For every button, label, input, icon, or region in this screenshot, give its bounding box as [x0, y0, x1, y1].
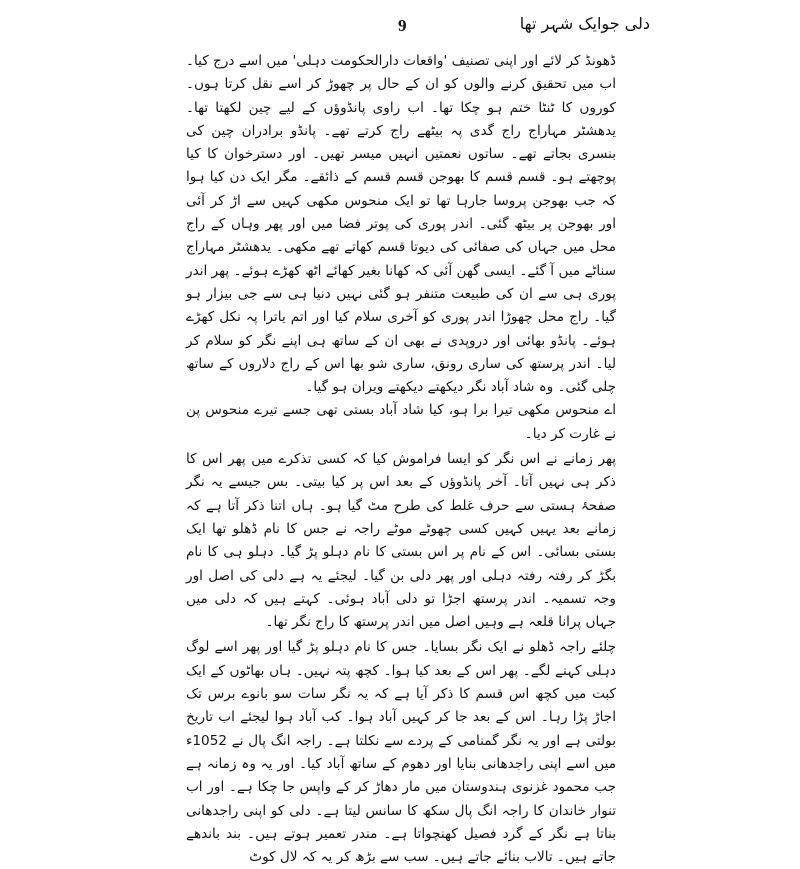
- running-head: دلی جوایک شہر تھا: [519, 14, 650, 33]
- body-text: [186, 50, 616, 869]
- paragraph: چلئے راجہ ڈھلو نے ایک نگر بسایا۔ جس کا نام دہلو پڑ گیا اور پھر اسے لوگ دہلی کہنے لگے۔ پھر اس کے بعد کیا ہوا۔ کچھ پتہ نہیں۔ ہاں بھاٹوں کے ایک کبت میں کچھ اس قسم کا ذکر آیا ہے کہ یہ نگر سات سو بانوے برس تک اجاڑ پڑا رہا۔ اس کے بعد جا کر کہیں آباد ہوا۔ کب آباد ہوا لیجئے اب تاریخ بولتی ہے اور یہ نگر گمنامی کے پردے سے نکلتا ہے۔ راجہ انگ پال نے 1052ء میں اسے اپنی راجدھانی بنایا اور دھوم کے ساتھ آباد کیا۔ اور یہ وہ زمانہ ہے جب محمود غزنوی ہندوستان میں مار دھاڑ کر کے واپس جا چکا ہے۔ اور اب تنوار خاندان کا راجہ انگ پال سکھ کا سانس لیتا ہے۔ دلی کو اپنی راجدھانی بناتا ہے نگر کے گرد فصیل کھنچواتا ہے۔ مندر تعمیر ہوتے ہیں۔ بند باندھے جاتے ہیں۔ تالاب بنائے جاتے ہیں۔ سب سے بڑھ کر یہ کہ لال کوٹ: [186, 639, 616, 866]
- page-header: [150, 14, 650, 44]
- paragraph: ڈھونڈ کر لائے اور اپنی تصنیف 'واقعات دارالحکومت دہلی' میں اسے درج کیا۔ اب میں تحقیق کرنے والوں کو ان کے حال پر چھوڑ کر اسے نقل کرتا ہوں۔ کوروں کا ٹنٹا ختم ہو چکا تھا۔ اب راوی پانڈوؤں کے لیے چین لکھتا تھا۔ یدھشٹر مہاراج راج گدی پہ بیٹھے راج کرتے تھے۔ پانڈو برادران چین کی بنسری بجاتے تھے۔ ساتوں نعمتیں انہیں میسر تھیں۔ اور دسترخوان کا کیا پوچھتے ہو۔ قسم قسم کا بھوجن قسم قسم کے ذائقے۔ مگر ایک دن کیا ہوا کہ جب بھوجن پروسا جارہا تھا تو ایک منحوس مکھی کہیں سے اڑ کر آئی اور بھوجن پر بیٹھ گئی۔ اندر پوری کی پوتر فضا میں اور پھر وہاں کے راج محل میں جہاں کی صفائی کی دیوتا قسم کھاتے تھے مکھی۔ یدھشٹر مہاراج سناٹے میں آ گئے۔ ایسی گھن آئی کہ کھانا بغیر کھائے اٹھ کھڑے ہوئے۔ پھر اندر پوری ہی سے ان کی طبیعت متنفر ہو گئی نہیں دنیا ہی سے جی بیزار ہو گیا۔ راج محل چھوڑا اندر پوری کو آخری سلام کیا اور اتم یاترا پہ نکل کھڑے ہوئے۔ پانڈو بھائی اور دروپدی نے بھی ان کے ساتھ ہی اپنے نگر کو سلام کر لیا۔ اندر پرستھ کی ساری رونق، ساری شو بھا اس کے راج دلاروں کے ساتھ چلی گئی۔ وہ شاد آباد نگر دیکھتے دیکھتے ویران ہو گیا۔: [186, 53, 616, 396]
- paragraph: پھر زمانے نے اس نگر کو ایسا فراموش کیا کہ کسی تذکرے میں پھر اس کا ذکر ہی نہیں آتا۔ آخر پانڈوؤں کے بعد اس پر کیا بیتی۔ بس جیسے یہ نگر صفحۂ ہستی سے حرف غلط کی طرح مٹ گیا ہو۔ ہاں اتنا ذکر آتا ہے کہ زمانے بعد یہیں کہیں کسی چھوٹے موٹے راجہ نے جس کا نام ڈھلو تھا ایک بستی بسائی۔ اس کے نام پر اس بستی کا نام دہلو پڑ گیا۔ دہلو ہی کا نام بگڑ کر رفتہ رفتہ دہلی اور پھر دلی بن گیا۔ لیجئے یہ ہے دلی کی اصل اور وجہ تسمیہ۔ اندر پرستھ اجڑا تو دلی آباد ہوئی۔ کہتے ہیں کہ دلی میں جہاں پرانا قلعہ ہے وہیں اصل میں اندر پرستھ کا راج نگر تھا۔: [186, 451, 616, 631]
- paragraph: اے منحوس مکھی تیرا برا ہو، کیا شاد آباد بستی تھی جسے تیرے منحوس پن نے غارت کر دیا۔: [186, 402, 616, 442]
- page-number: 9: [398, 16, 407, 35]
